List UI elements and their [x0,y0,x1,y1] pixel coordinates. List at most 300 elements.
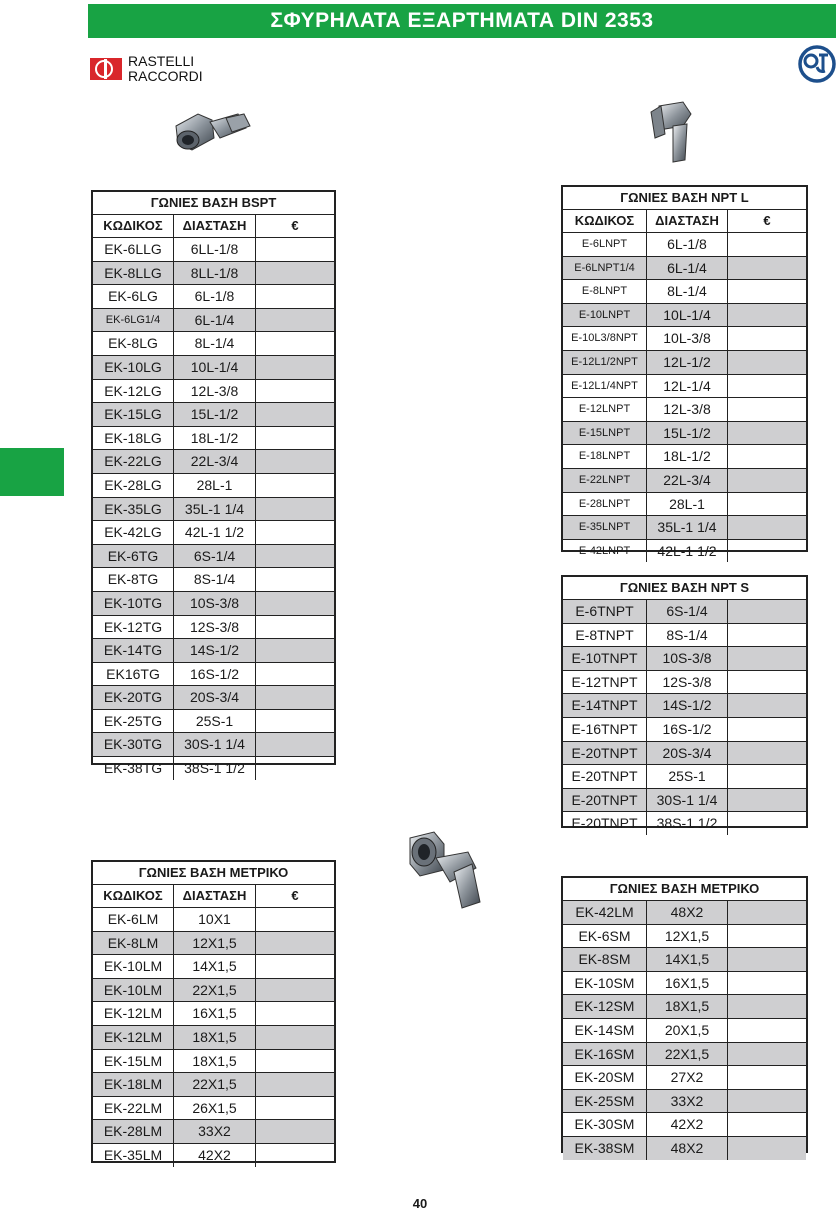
table-row [563,327,806,351]
code-cell: EK-8LM [93,932,174,955]
price-cell [256,686,334,709]
price-cell [728,1113,806,1136]
table-title: ΓΩΝΙΕΣ ΒΑΣΗ NPT L [563,187,806,210]
table-row [93,1144,334,1167]
price-cell [256,955,334,978]
size-cell: 18X1,5 [174,1050,256,1073]
code-cell: EK-6TG [93,545,174,568]
rastelli-logo-icon [90,58,122,80]
price-cell [728,972,806,995]
size-cell: 18X1,5 [174,1026,256,1049]
size-cell: 26X1,5 [174,1097,256,1120]
size-cell: 18L-1/2 [174,427,256,450]
table-npt-s [561,575,808,832]
price-cell [256,979,334,1002]
table-row [563,422,806,446]
code-cell: EK-20SM [563,1066,647,1089]
code-cell: EK-12SM [563,995,647,1018]
price-cell [256,592,334,615]
price-cell [728,789,806,812]
code-cell: EK-16SM [563,1043,647,1066]
price-cell [256,568,334,591]
price-cell [256,908,334,931]
size-cell: 18X1,5 [647,995,728,1018]
table-title: ΓΩΝΙΕΣ ΒΑΣΗ BSPT [93,192,334,215]
table-row [93,545,334,569]
table-row [93,1097,334,1121]
table-row [563,718,806,742]
header-cell: ΚΩΔΙΚΟΣ [93,215,174,237]
price-cell [256,1050,334,1073]
code-cell: E-6TNPT [563,600,647,623]
code-cell: EK-30TG [93,733,174,756]
table-row [93,285,334,309]
size-cell: 6S-1/4 [647,600,728,623]
code-cell: EK-25TG [93,710,174,733]
code-cell: EK-42LG [93,521,174,544]
size-cell: 14X1,5 [647,948,728,971]
table-row [563,789,806,813]
header-cell: ΚΩΔΙΚΟΣ [93,885,174,907]
table-row [93,309,334,333]
size-cell: 6L-1/8 [174,285,256,308]
size-cell: 12X1,5 [647,925,728,948]
code-cell: E-12TNPT [563,671,647,694]
price-cell [728,516,806,539]
code-cell: EK-8TG [93,568,174,591]
code-cell: E-12L1/4NPT [563,375,647,398]
size-cell: 22L-3/4 [647,469,728,492]
price-cell [256,1026,334,1049]
price-cell [728,1019,806,1042]
price-cell [728,493,806,516]
size-cell: 12L-1/4 [647,375,728,398]
price-cell [728,398,806,421]
table-title: ΓΩΝΙΕΣ ΒΑΣΗ ΜΕΤΡΙΚΟ [563,878,806,901]
size-cell: 42X2 [174,1144,256,1167]
code-cell: E-20TNPT [563,789,647,812]
table-bspt [91,190,336,777]
code-cell: E-6LNPT [563,233,647,256]
code-cell: E-12L1/2NPT [563,351,647,374]
code-cell: EK-12LM [93,1002,174,1025]
table-row [563,280,806,304]
table-row [563,812,806,835]
code-cell: EK16TG [93,663,174,686]
size-cell: 27X2 [647,1066,728,1089]
size-cell: 35L-1 1/4 [647,516,728,539]
size-cell: 48X2 [647,901,728,924]
elbow-npt-fitting-photo [645,100,697,166]
table-row [93,616,334,640]
code-cell: E-28LNPT [563,493,647,516]
code-cell: E-8LNPT [563,280,647,303]
header-cell: ΔΙΑΣΤΑΣΗ [647,210,728,232]
size-cell: 16X1,5 [647,972,728,995]
table-row [563,257,806,281]
size-cell: 10L-3/8 [647,327,728,350]
size-cell: 20S-3/4 [647,742,728,765]
size-cell: 8S-1/4 [647,624,728,647]
code-cell: E-20TNPT [563,765,647,788]
size-cell: 38S-1 1/2 [174,757,256,780]
table-row [93,238,334,262]
table-row [93,521,334,545]
table-row [563,516,806,540]
size-cell: 22X1,5 [647,1043,728,1066]
price-cell [256,639,334,662]
size-cell: 25S-1 [174,710,256,733]
table-title: ΓΩΝΙΕΣ ΒΑΣΗ NPT S [563,577,806,600]
code-cell: EK-14SM [563,1019,647,1042]
price-cell [256,474,334,497]
table-row [93,757,334,780]
table-row [563,1066,806,1090]
header-cell: ΔΙΑΣΤΑΣΗ [174,215,256,237]
price-cell [256,450,334,473]
code-cell: EK-22LM [93,1097,174,1120]
table-row [563,765,806,789]
code-cell: EK-25SM [563,1090,647,1113]
brand-line-2: RACCORDI [128,68,203,84]
size-cell: 18L-1/2 [647,445,728,468]
price-cell [256,285,334,308]
price-cell [728,765,806,788]
price-cell [256,427,334,450]
table-row [563,995,806,1019]
code-cell: EK-6LLG [93,238,174,261]
size-cell: 48X2 [647,1137,728,1160]
price-cell [256,332,334,355]
code-cell: EK-35LM [93,1144,174,1167]
table-header [563,210,806,233]
size-cell: 8S-1/4 [174,568,256,591]
size-cell: 14S-1/2 [647,694,728,717]
code-cell: E-22LNPT [563,469,647,492]
price-cell [728,647,806,670]
code-cell: EK-6LM [93,908,174,931]
price-cell [256,733,334,756]
price-cell [256,663,334,686]
price-cell [256,262,334,285]
code-cell: EK-15LM [93,1050,174,1073]
size-cell: 6S-1/4 [174,545,256,568]
price-cell [256,1002,334,1025]
size-cell: 30S-1 1/4 [174,733,256,756]
size-cell: 22L-3/4 [174,450,256,473]
table-row [563,671,806,695]
size-cell: 8LL-1/8 [174,262,256,285]
size-cell: 10S-3/8 [174,592,256,615]
code-cell: EK-14TG [93,639,174,662]
code-cell: EK-18LG [93,427,174,450]
price-cell [256,757,334,780]
price-cell [256,616,334,639]
code-cell: E-16TNPT [563,718,647,741]
size-cell: 12X1,5 [174,932,256,955]
price-cell [256,710,334,733]
header-cell: ΚΩΔΙΚΟΣ [563,210,647,232]
code-cell: EK-6LG [93,285,174,308]
code-cell: EK-6LG1/4 [93,309,174,332]
code-cell: E-8TNPT [563,624,647,647]
size-cell: 12L-1/2 [647,351,728,374]
code-cell: EK-10TG [93,592,174,615]
header-cell: € [763,213,771,228]
price-cell [728,351,806,374]
code-cell: E-42LNPT [563,540,647,563]
price-cell [728,280,806,303]
table-row [563,1019,806,1043]
code-cell: E-14TNPT [563,694,647,717]
code-cell: EK-35LG [93,498,174,521]
table-row [563,351,806,375]
price-cell [728,718,806,741]
table-metric-lm [91,860,336,1163]
price-cell [728,233,806,256]
code-cell: EK-8SM [563,948,647,971]
size-cell: 6L-1/4 [174,309,256,332]
price-cell [728,422,806,445]
code-cell: EK-22LG [93,450,174,473]
code-cell: EK-42LM [563,901,647,924]
code-cell: EK-8LLG [93,262,174,285]
price-cell [256,403,334,426]
size-cell: 42L-1 1/2 [647,540,728,563]
table-row [93,686,334,710]
code-cell: EK-10LM [93,979,174,1002]
table-row [93,498,334,522]
code-cell: E-35LNPT [563,516,647,539]
table-row [563,233,806,257]
price-cell [256,1144,334,1167]
price-cell [728,812,806,835]
page-number: 40 [412,1196,428,1211]
size-cell: 16X1,5 [174,1002,256,1025]
code-cell: EK-12LG [93,380,174,403]
size-cell: 22X1,5 [174,979,256,1002]
size-cell: 30S-1 1/4 [647,789,728,812]
code-cell: EK-38SM [563,1137,647,1160]
table-row [563,1043,806,1067]
price-cell [728,694,806,717]
code-cell: EK-28LG [93,474,174,497]
price-cell [728,1137,806,1160]
price-cell [256,238,334,261]
table-row [93,908,334,932]
table-row [563,647,806,671]
table-row [563,398,806,422]
code-cell: E-6LNPT1/4 [563,257,647,280]
code-cell: EK-15LG [93,403,174,426]
code-cell: EK-10LG [93,356,174,379]
size-cell: 42L-1 1/2 [174,521,256,544]
price-cell [728,995,806,1018]
code-cell: EK-10LM [93,955,174,978]
table-row [563,972,806,996]
size-cell: 8L-1/4 [647,280,728,303]
table-row [563,948,806,972]
header-cell: ΔΙΑΣΤΑΣΗ [174,885,256,907]
price-cell [728,304,806,327]
size-cell: 10L-1/4 [647,304,728,327]
table-row [563,1090,806,1114]
size-cell: 12S-3/8 [174,616,256,639]
size-cell: 15L-1/2 [647,422,728,445]
table-row [563,493,806,517]
price-cell [728,742,806,765]
price-cell [256,545,334,568]
price-cell [728,948,806,971]
size-cell: 35L-1 1/4 [174,498,256,521]
table-row [563,540,806,563]
price-cell [256,1073,334,1096]
code-cell: EK-6SM [563,925,647,948]
table-row [93,380,334,404]
price-cell [256,932,334,955]
elbow-fitting-photo [168,104,252,166]
code-cell: EK-10SM [563,972,647,995]
size-cell: 6L-1/8 [647,233,728,256]
table-row [93,1026,334,1050]
price-cell [728,600,806,623]
price-cell [728,1066,806,1089]
code-cell: E-10TNPT [563,647,647,670]
size-cell: 20X1,5 [647,1019,728,1042]
size-cell: 10L-1/4 [174,356,256,379]
price-cell [728,445,806,468]
code-cell: EK-12LM [93,1026,174,1049]
price-cell [256,1120,334,1143]
size-cell: 33X2 [647,1090,728,1113]
size-cell: 25S-1 [647,765,728,788]
table-row [93,474,334,498]
table-row [93,1073,334,1097]
price-cell [256,498,334,521]
size-cell: 33X2 [174,1120,256,1143]
table-npt-l [561,185,808,559]
size-cell: 14S-1/2 [174,639,256,662]
price-cell [256,356,334,379]
table-row [563,901,806,925]
price-cell [728,901,806,924]
price-cell [728,257,806,280]
table-row [93,427,334,451]
price-cell [256,380,334,403]
size-cell: 14X1,5 [174,955,256,978]
code-cell: E-20TNPT [563,812,647,835]
code-cell: E-10LNPT [563,304,647,327]
price-cell [256,309,334,332]
table-row [93,733,334,757]
brand-line-1: RASTELLI [128,53,195,69]
code-cell: EK-8LG [93,332,174,355]
table-metric-sm [561,876,808,1156]
table-row [563,1137,806,1160]
table-row [93,568,334,592]
page-title: ΣΦΥΡΗΛΑΤΑ ΕΞΑΡΤΗΜΑΤΑ DIN 2353 [88,4,836,38]
table-row [93,450,334,474]
size-cell: 16S-1/2 [174,663,256,686]
price-cell [728,327,806,350]
table-row [563,375,806,399]
code-cell: EK-38TG [93,757,174,780]
size-cell: 12L-3/8 [647,398,728,421]
header-cell: € [291,888,299,903]
size-cell: 6L-1/4 [647,257,728,280]
price-cell [728,469,806,492]
table-row [93,332,334,356]
size-cell: 28L-1 [174,474,256,497]
table-row [93,639,334,663]
table-header [93,215,334,238]
code-cell: E-20TNPT [563,742,647,765]
table-row [93,932,334,956]
code-cell: E-18LNPT [563,445,647,468]
table-row [563,469,806,493]
table-title: ΓΩΝΙΕΣ ΒΑΣΗ ΜΕΤΡΙΚΟ [93,862,334,885]
table-row [93,592,334,616]
size-cell: 16S-1/2 [647,718,728,741]
code-cell: E-10L3/8NPT [563,327,647,350]
size-cell: 42X2 [647,1113,728,1136]
price-cell [728,1090,806,1113]
section-tab [0,448,64,496]
table-row [563,1113,806,1137]
header-cell: € [291,218,299,233]
table-row [93,710,334,734]
code-cell: EK-12TG [93,616,174,639]
code-cell: EK-20TG [93,686,174,709]
code-cell: E-12LNPT [563,398,647,421]
code-cell: EK-28LM [93,1120,174,1143]
elbow-metric-fitting-photo [406,828,490,912]
table-row [93,979,334,1003]
size-cell: 6LL-1/8 [174,238,256,261]
table-row [93,663,334,687]
price-cell [256,1097,334,1120]
price-cell [256,521,334,544]
table-header [93,885,334,908]
size-cell: 20S-3/4 [174,686,256,709]
table-row [93,403,334,427]
size-cell: 15L-1/2 [174,403,256,426]
size-cell: 22X1,5 [174,1073,256,1096]
table-row [563,600,806,624]
size-cell: 10X1 [174,908,256,931]
table-row [563,694,806,718]
code-cell: E-15LNPT [563,422,647,445]
size-cell: 12S-3/8 [647,671,728,694]
price-cell [728,925,806,948]
price-cell [728,671,806,694]
table-row [563,742,806,766]
price-cell [728,375,806,398]
code-cell: EK-18LM [93,1073,174,1096]
size-cell: 38S-1 1/2 [647,812,728,835]
price-cell [728,540,806,563]
size-cell: 28L-1 [647,493,728,516]
table-row [563,445,806,469]
size-cell: 12L-3/8 [174,380,256,403]
table-row [93,1120,334,1144]
table-row [93,955,334,979]
table-row [93,1002,334,1026]
price-cell [728,1043,806,1066]
size-cell: 8L-1/4 [174,332,256,355]
price-cell [728,624,806,647]
code-cell: EK-30SM [563,1113,647,1136]
